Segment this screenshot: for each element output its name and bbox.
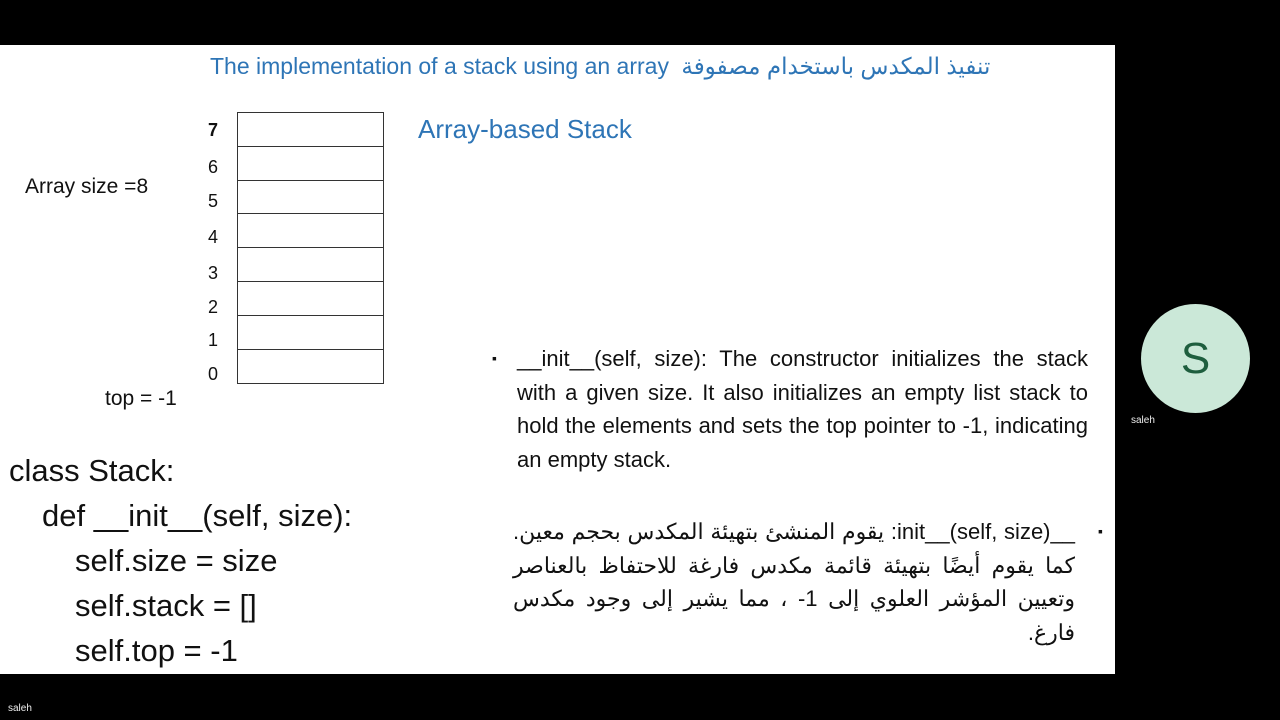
slide-title [210,53,990,80]
self-name-label: saleh [8,703,32,714]
index-label: 2 [208,297,219,317]
code-line: self.top = -1 [75,633,238,668]
bullet-icon: ▪ [1098,523,1103,539]
index-label: 7 [208,120,219,140]
presentation-slide [0,45,1115,674]
stack-cell-0 [238,350,383,384]
code-line: class Stack: [9,453,175,488]
participant-avatar[interactable]: S [1141,304,1250,413]
code-line: def __init__(self, size): [42,498,353,533]
index-label: 5 [208,191,219,211]
bullet-english [492,342,1088,476]
index-label: 6 [208,157,219,177]
index-label: 0 [208,364,219,384]
stack-cell-3 [238,248,383,282]
stack-cell-1 [238,316,383,350]
slide-title-arabic: تنفيذ المكدس باستخدام مصفوفة [681,53,991,79]
bullet-arabic-text: __init__(self, size): يقوم المنشئ بتهيئة المكدس بحجم معين. كما يقوم أيضًا بتهيئة قائمة مكدس فارغة للاحتفاظ بالعناصر وتعيين المؤشر العلوي إلى 1- ، مما يشير إلى وجود مكدس فارغ. [513,519,1075,645]
stack-cell-2 [238,282,383,316]
array-size-label: Array size =8 [25,175,149,198]
index-label: 3 [208,263,219,283]
stack-cell-6 [238,147,383,181]
code-block [9,448,352,673]
stack-cell-7 [238,113,383,147]
bullet-english-text: __init__(self, size): The constructor initializes the stack with a given size. It also initializes an empty list stack to hold the elements and sets the top pointer to -1, indicating an empty stack. [517,346,1088,472]
slide-title-english: The implementation of a stack using an array [210,53,669,79]
top-pointer-label: top = -1 [105,387,177,410]
stack-array-diagram [237,112,384,384]
participant-name: saleh [1131,415,1155,426]
code-line: self.size = size [75,543,278,578]
index-label: 4 [208,227,219,247]
stack-cell-5 [238,181,383,215]
slide-subtitle: Array-based Stack [418,114,632,144]
code-line: self.stack = [] [75,588,257,623]
bullet-icon: ▪ [492,350,497,366]
index-label: 1 [208,330,219,350]
bullet-arabic [513,515,1103,649]
stack-cell-4 [238,214,383,248]
